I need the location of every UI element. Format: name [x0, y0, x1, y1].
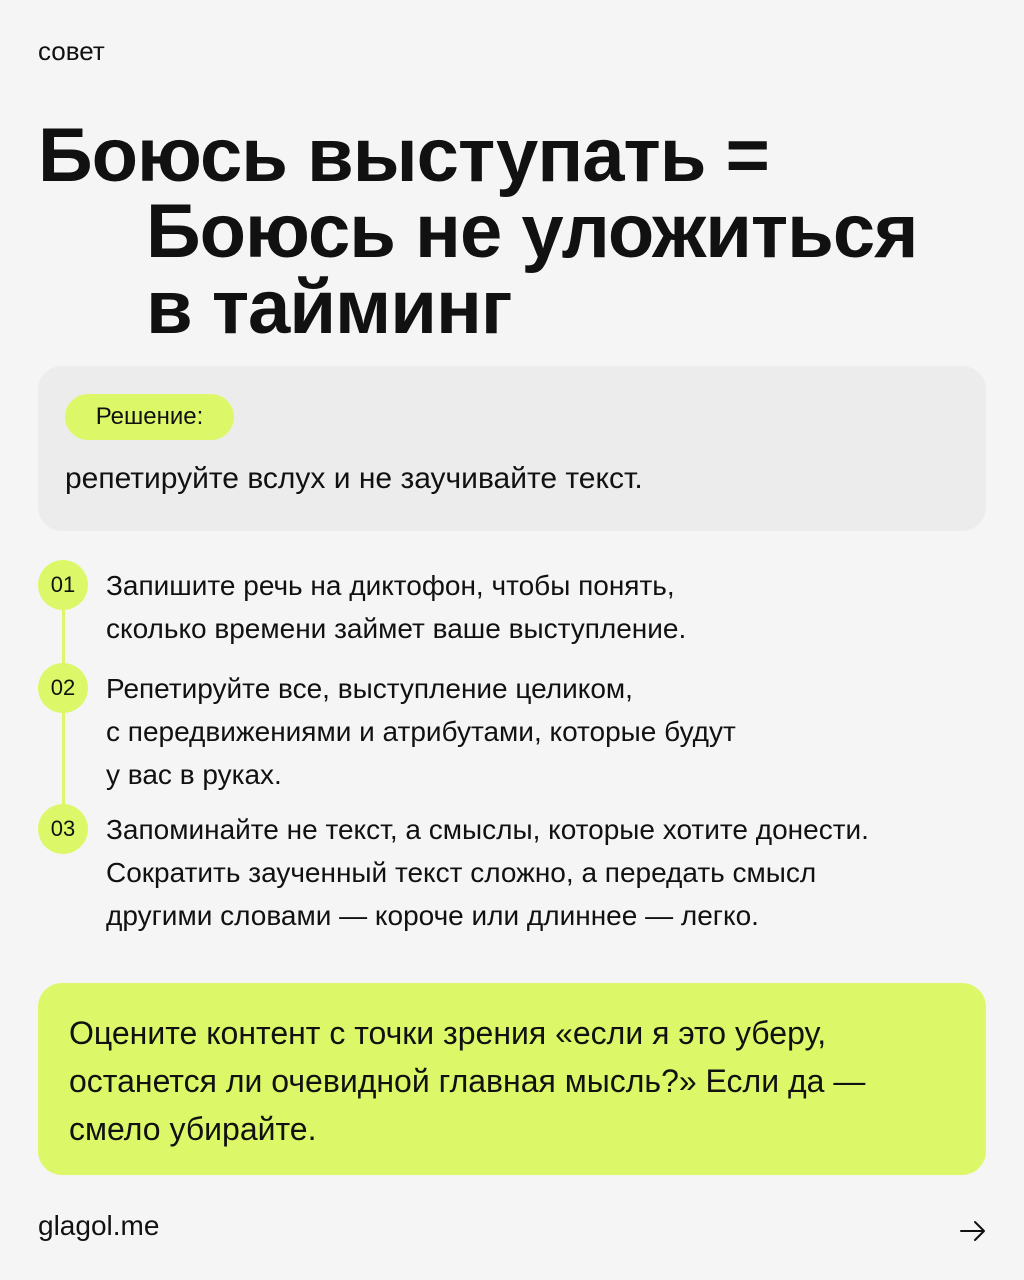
- callout-text: [69, 1009, 969, 1153]
- title-line: Боюсь выступать =: [38, 113, 769, 198]
- callout-line: Оцените контент с точки зрения «если я это уберу,: [69, 1015, 827, 1051]
- step-line: Сократить заученный текст сложно, а передать смысл: [106, 857, 817, 888]
- callout-line: смело убирайте.: [69, 1111, 317, 1147]
- callout-line: останется ли очевидной главная мысль?» Если да —: [69, 1063, 866, 1099]
- title-line: Боюсь не уложиться: [146, 189, 918, 274]
- category-tag: совет: [38, 36, 105, 66]
- page-title: [38, 113, 998, 350]
- step-number-badge: 01: [38, 560, 88, 610]
- step-text: [106, 667, 996, 796]
- solution-text: репетируйте вслух и не заучивайте текст.: [65, 462, 643, 495]
- solution-label: Решение:: [65, 394, 234, 440]
- step-line: Запишите речь на диктофон, чтобы понять,: [106, 570, 675, 601]
- solution-card: [38, 366, 986, 531]
- site-link[interactable]: glagol.me: [38, 1210, 160, 1241]
- step-line: с передвижениями и атрибутами, которые будут: [106, 716, 736, 747]
- step-line: у вас в руках.: [106, 759, 282, 790]
- step-line: Репетируйте все, выступление целиком,: [106, 673, 633, 704]
- tip-callout: [38, 983, 986, 1175]
- step-number-badge: 02: [38, 663, 88, 713]
- step-text: [106, 808, 996, 937]
- step-number-badge: 03: [38, 804, 88, 854]
- step-line: сколько времени займет ваше выступление.: [106, 613, 687, 644]
- step-line: Запоминайте не текст, а смыслы, которые хотите донести.: [106, 814, 869, 845]
- arrow-right-icon[interactable]: [958, 1216, 988, 1246]
- step-line: другими словами — короче или длиннее — легко.: [106, 900, 759, 931]
- step-text: [106, 564, 996, 650]
- title-line: в тайминг: [146, 265, 512, 350]
